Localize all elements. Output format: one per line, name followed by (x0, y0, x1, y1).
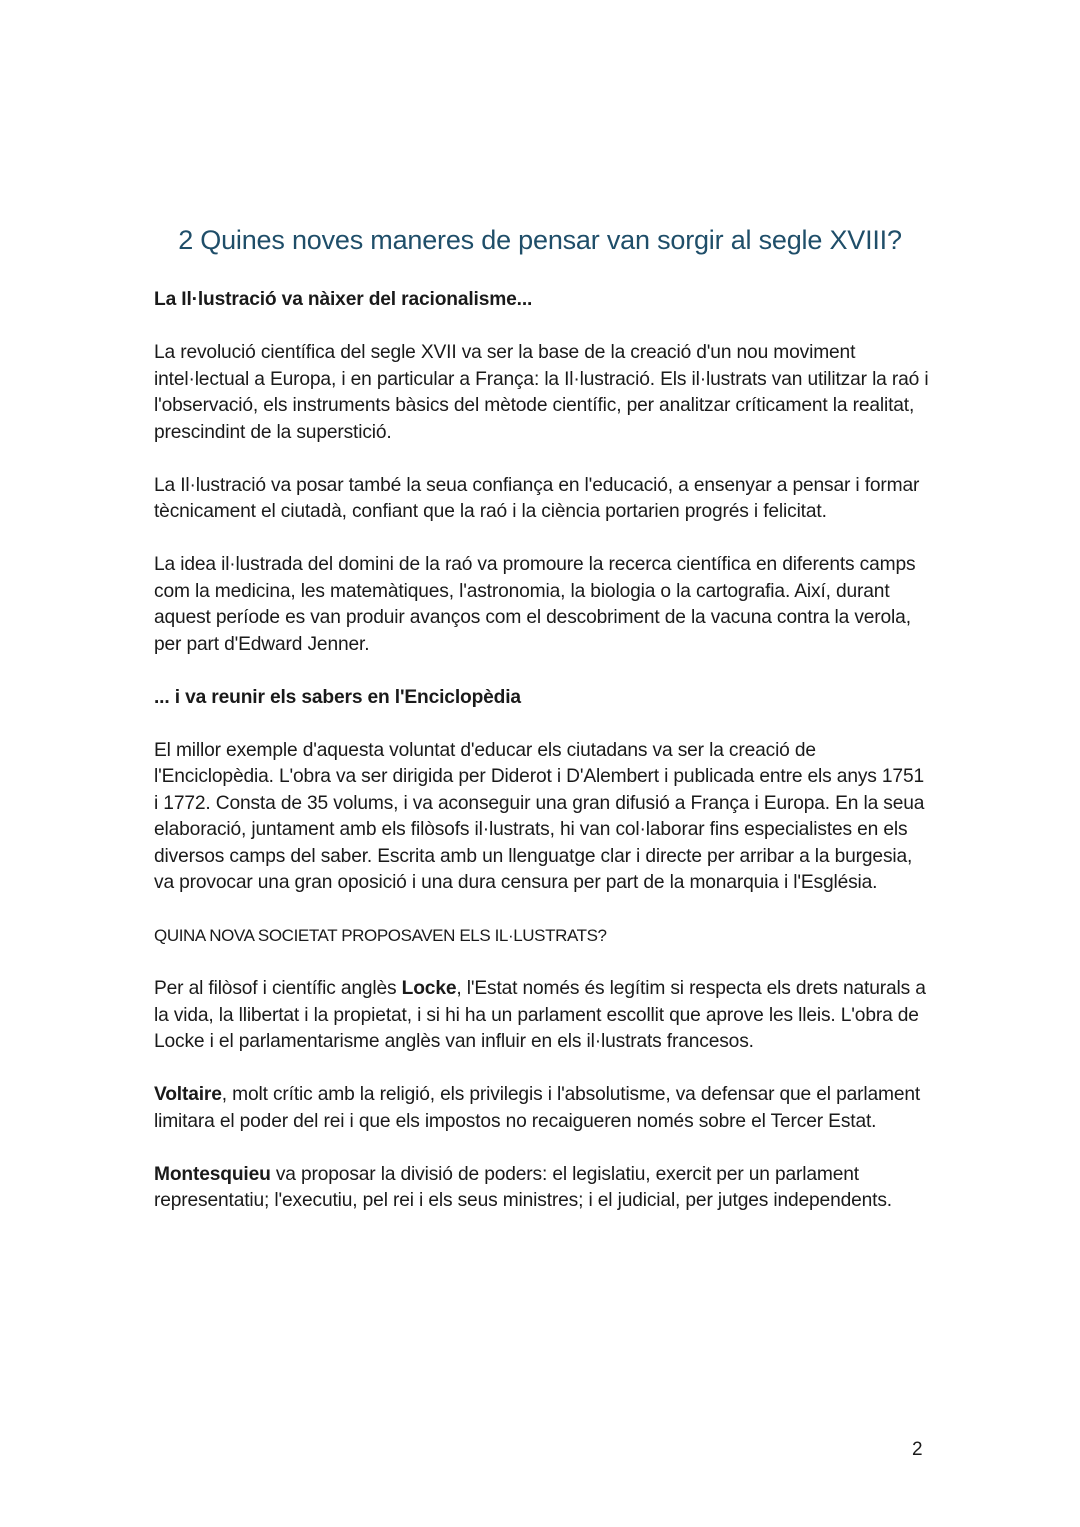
subheading-illustracio: La Il·lustració va nàixer del racionalisme... (154, 289, 533, 310)
paragraph: La Il·lustració va posar també la seua confiança en l'educació, a ensenyar a pensar i formar tècnicament el ciutadà, confiant que la raó i la ciència portarien progrés i felicitat. (154, 474, 920, 522)
text: , molt crític amb la religió, els privilegis i l'absolutisme, va defensar que el parlament limitara el poder del rei i que els impostos no recaigueren només sobre el Tercer Estat. (154, 1084, 921, 1132)
paragraph: La idea il·lustrada del domini de la raó va promoure la recerca científica en diferents camps com la medicina, les matemàtiques, l'astronomia, la biologia o la cartografia. Així, durant aquest període es van produir avanços com el descobriment de la vacuna contra la verola, per part d'Edward Jenner. (154, 554, 916, 655)
name-locke: Locke (401, 978, 457, 999)
text: Per al filòsof i científic anglès (154, 978, 402, 999)
paragraph-voltaire (154, 1082, 929, 1135)
page-number: 2 (912, 1439, 923, 1460)
name-voltaire: Voltaire (154, 1084, 222, 1105)
subheading-nova-societat: QUINA NOVA SOCIETAT PROPOSAVEN ELS IL·LUSTRATS? (154, 926, 607, 945)
paragraph: La revolució científica del segle XVII va ser la base de la creació d'un nou moviment intel·lectual a Europa, i en particular a França: la Il·lustració. Els il·lustrats van utilitzar la raó i l'observació, els instruments bàsics del mètode científic, per analitzar críticament la realitat, prescindint de la superstició. (154, 342, 929, 443)
text: , l'Estat només és legítim si respecta els drets naturals a la vida, la llibertat i la propietat, i si hi ha un parlament escollit que aprove les lleis. L'obra de Locke i el parlamentarisme anglès van influir en els il·lustrats francesos. (154, 978, 926, 1052)
text: va proposar la divisió de poders: el legislatiu, exercit per un parlament representatiu; l'executiu, pel rei i els seus ministres; i el judicial, per jutges independents. (154, 1163, 892, 1211)
document-body (154, 287, 929, 1241)
paragraph-locke (154, 976, 929, 1056)
name-montesquieu: Montesquieu (154, 1163, 271, 1185)
subheading-enciclopedia: ... i va reunir els sabers en l'Enciclopèdia (154, 686, 521, 708)
page-title: 2 Quines noves maneres de pensar van sorgir al segle XVIII? (178, 225, 902, 255)
paragraph: El millor exemple d'aquesta voluntat d'educar els ciutadans va ser la creació de l'Enciclopèdia. L'obra va ser dirigida per Diderot i D'Alembert i publicada entre els anys 1751 i 1772. Consta de 35 volums, i va aconseguir una gran difusió a França i Europa. En la seua elaboració, juntament amb els filòsofs il·lustrats, hi van col·laborar fins especialistes en els diversos camps del saber. Escrita amb un llenguatge clar i directe per arribar a la burgesia, va provocar una gran oposició i una dura censura per part de la monarquia i l'Església. (154, 739, 925, 893)
paragraph-montesquieu (154, 1162, 929, 1215)
